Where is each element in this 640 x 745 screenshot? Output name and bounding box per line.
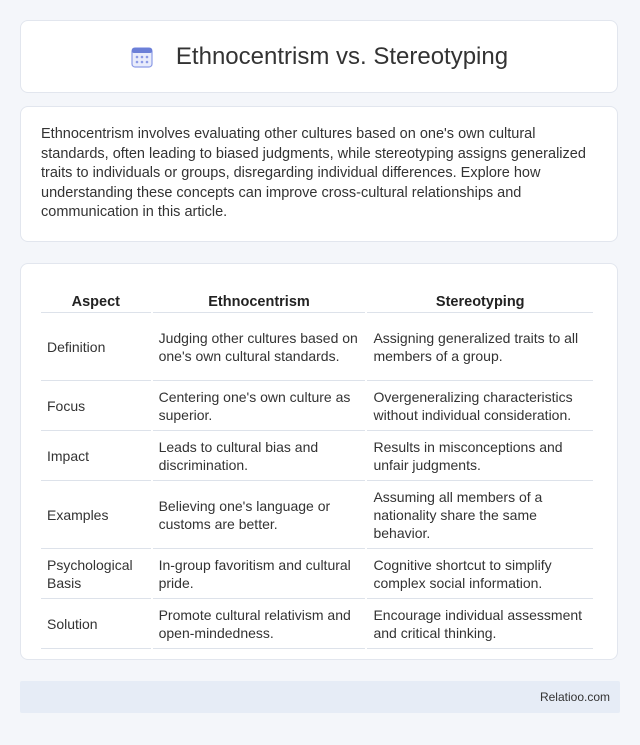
page-title: Ethnocentrism vs. Stereotyping [175, 42, 509, 70]
aspect-cell: Examples [41, 481, 151, 549]
stereotyping-cell: Results in misconceptions and unfair judgments. [367, 431, 593, 481]
ethnocentrism-cell: Believing one's language or customs are better. [153, 481, 366, 549]
intro-text: Ethnocentrism involves evaluating other cultures based on one's own cultural standards, often leading to biased judgments, while stereotyping assigns generalized traits to individuals or groups, disregarding individual differences. Explore how understanding these concepts can improve cross-cultural relationships and communication in this article. [41, 126, 586, 220]
ethnocentrism-cell: Leads to cultural bias and discrimination. [153, 431, 366, 481]
stereotyping-cell: Encourage individual assessment and critical thinking. [367, 599, 593, 649]
aspect-cell: Psychological Basis [41, 549, 151, 599]
ethnocentrism-cell: In-group favoritism and cultural pride. [153, 549, 366, 599]
footer [20, 681, 620, 713]
calendar-icon [130, 45, 154, 69]
aspect-cell: Impact [41, 431, 151, 481]
comparison-table [39, 284, 595, 649]
header-stereotyping: Stereotyping [367, 284, 593, 313]
table-row [41, 381, 593, 431]
footer-site-link[interactable]: Relatioo.com [539, 690, 610, 704]
header-ethnocentrism: Ethnocentrism [153, 284, 366, 313]
intro-card [20, 106, 618, 242]
stereotyping-cell: Overgeneralizing characteristics without individual consideration. [367, 381, 593, 431]
stereotyping-cell: Assuming all members of a nationality share the same behavior. [367, 481, 593, 549]
table-row [41, 431, 593, 481]
ethnocentrism-cell: Centering one's own culture as superior. [153, 381, 366, 431]
ethnocentrism-cell: Judging other cultures based on one's own cultural standards. [153, 313, 366, 381]
comparison-table-card [20, 263, 618, 660]
table-row [41, 599, 593, 649]
table-header-row [41, 284, 593, 313]
table-row [41, 549, 593, 599]
table-row [41, 481, 593, 549]
aspect-cell: Solution [41, 599, 151, 649]
stereotyping-cell: Cognitive shortcut to simplify complex social information. [367, 549, 593, 599]
stereotyping-cell: Assigning generalized traits to all members of a group. [367, 313, 593, 381]
aspect-cell: Definition [41, 313, 151, 381]
aspect-cell: Focus [41, 381, 151, 431]
title-card [20, 20, 618, 93]
table-row [41, 313, 593, 381]
header-aspect: Aspect [41, 284, 151, 313]
ethnocentrism-cell: Promote cultural relativism and open-mindedness. [153, 599, 366, 649]
